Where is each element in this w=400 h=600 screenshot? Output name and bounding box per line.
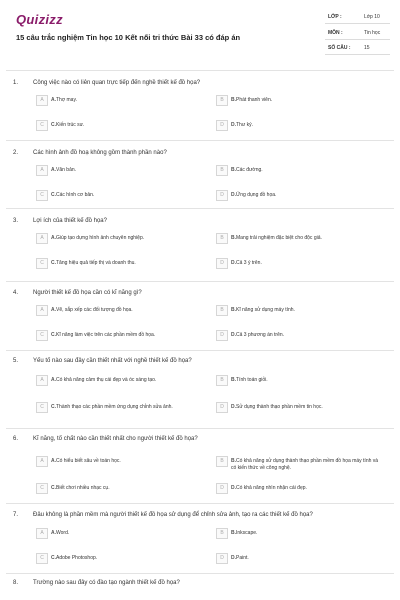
option-prefix: C. bbox=[51, 404, 56, 410]
option-letter-badge: B bbox=[216, 375, 228, 386]
option-letter-badge: D bbox=[216, 330, 228, 341]
option-prefix: B. bbox=[231, 167, 236, 173]
option-prefix: C. bbox=[51, 332, 56, 338]
option-body: Có khả năng nhìn nhận cái đẹp. bbox=[236, 485, 307, 491]
option-letter-badge: B bbox=[216, 95, 228, 106]
option-letter-badge: D bbox=[216, 483, 228, 494]
option-prefix: B. bbox=[231, 458, 236, 464]
option-letter-badge: B bbox=[216, 305, 228, 316]
question-number: 4. bbox=[13, 290, 19, 296]
option-prefix: D. bbox=[231, 332, 236, 338]
option-letter-badge: C bbox=[36, 553, 48, 564]
option-text bbox=[51, 307, 199, 314]
option-prefix: B. bbox=[231, 377, 236, 383]
meta-divider bbox=[325, 54, 390, 55]
quizizz-logo: Quizizz bbox=[16, 12, 63, 27]
option-text bbox=[231, 377, 379, 384]
option-text bbox=[51, 97, 199, 104]
option-body: Văn bản. bbox=[56, 167, 77, 173]
option-letter-badge: C bbox=[36, 330, 48, 341]
option-body: Thư ký. bbox=[236, 122, 253, 128]
question-number: 6. bbox=[13, 436, 19, 442]
option-letter-badge: A bbox=[36, 233, 48, 244]
question-text: Trường nào sau đây có đào tạo ngành thiết kế đồ họa? bbox=[33, 580, 180, 586]
option-prefix: A. bbox=[51, 235, 56, 241]
option-text bbox=[51, 555, 199, 562]
option-letter-badge: B bbox=[216, 528, 228, 539]
option-prefix: A. bbox=[51, 530, 56, 536]
question-text: Người thiết kế đồ họa cần có kĩ năng gì? bbox=[33, 290, 142, 296]
option-body: Các hình cơ bản. bbox=[56, 192, 95, 198]
option-prefix: B. bbox=[231, 97, 236, 103]
option-text bbox=[231, 307, 379, 314]
option-text bbox=[231, 122, 379, 129]
option-text bbox=[51, 332, 199, 339]
option-prefix: D. bbox=[231, 192, 236, 198]
option-text bbox=[231, 530, 379, 537]
option-prefix: C. bbox=[51, 192, 56, 198]
option-body: Paint. bbox=[236, 555, 249, 561]
option-prefix: A. bbox=[51, 307, 56, 313]
option-text bbox=[51, 167, 199, 174]
option-prefix: C. bbox=[51, 122, 56, 128]
question-text: Đâu không là phần mềm mà người thiết kế đồ họa sử dụng để chỉnh sửa ảnh, tạo ra các thiết kế đồ họa? bbox=[33, 512, 313, 518]
option-text bbox=[231, 485, 379, 492]
option-text bbox=[51, 404, 199, 411]
option-prefix: C. bbox=[51, 485, 56, 491]
option-body: Có khả năng cảm thụ cái đẹp và óc sáng tạo. bbox=[56, 377, 157, 383]
meta-count-value: 15 bbox=[364, 45, 370, 51]
option-prefix: D. bbox=[231, 404, 236, 410]
question-divider bbox=[6, 573, 394, 574]
question-number: 2. bbox=[13, 150, 19, 156]
option-prefix: A. bbox=[51, 97, 56, 103]
option-body: Mang trải nghiệm đặc biệt cho độc giả. bbox=[236, 235, 322, 241]
option-body: Kĩ năng làm việc trên các phần mềm đồ họa. bbox=[56, 332, 156, 338]
option-body: Ứng dụng đồ họa. bbox=[236, 192, 277, 198]
option-body: Phát thanh viên. bbox=[236, 97, 273, 103]
option-body: Adobe Photoshop. bbox=[56, 555, 98, 561]
option-letter-badge: C bbox=[36, 258, 48, 269]
option-prefix: D. bbox=[231, 122, 236, 128]
option-body: Biết chơi nhiều nhạc cụ. bbox=[56, 485, 110, 491]
question-number: 7. bbox=[13, 512, 19, 518]
option-prefix: D. bbox=[231, 485, 236, 491]
question-number: 5. bbox=[13, 358, 19, 364]
option-body: Thành thạo các phần mềm ứng dụng chỉnh sửa ảnh. bbox=[56, 404, 173, 410]
option-letter-badge: C bbox=[36, 483, 48, 494]
option-prefix: B. bbox=[231, 530, 236, 536]
option-text bbox=[231, 260, 379, 267]
meta-subject-label: MÔN : bbox=[328, 30, 343, 36]
option-prefix: A. bbox=[51, 167, 56, 173]
question-text: Yếu tố nào sau đây cần thiết nhất với nghề thiết kế đồ họa? bbox=[33, 358, 192, 364]
option-text bbox=[231, 404, 379, 411]
option-prefix: D. bbox=[231, 555, 236, 561]
option-letter-badge: D bbox=[216, 120, 228, 131]
option-prefix: B. bbox=[231, 235, 236, 241]
option-text bbox=[231, 235, 379, 242]
question-divider bbox=[6, 281, 394, 282]
option-text bbox=[51, 192, 199, 199]
question-number: 8. bbox=[13, 580, 19, 586]
option-letter-badge: D bbox=[216, 258, 228, 269]
option-body: Có hiểu biết sâu về toán học. bbox=[56, 458, 121, 464]
option-body: Kiến trúc sư. bbox=[56, 122, 85, 128]
question-text: Công việc nào có liên quan trực tiếp đến nghề thiết kế đồ họa? bbox=[33, 80, 201, 86]
option-letter-badge: A bbox=[36, 528, 48, 539]
meta-subject-value: Tin học bbox=[364, 30, 381, 36]
document-header bbox=[0, 0, 400, 70]
option-letter-badge: A bbox=[36, 165, 48, 176]
option-text bbox=[231, 555, 379, 562]
meta-divider bbox=[325, 39, 390, 40]
option-prefix: D. bbox=[231, 260, 236, 266]
option-body: Tính toán giỏi. bbox=[236, 377, 268, 383]
question-number: 3. bbox=[13, 218, 19, 224]
option-prefix: C. bbox=[51, 555, 56, 561]
option-body: Kĩ năng sử dụng máy tính. bbox=[236, 307, 295, 313]
option-body: Cả 3 phương án trên. bbox=[236, 332, 285, 338]
option-body: Cả 3 ý trên. bbox=[236, 260, 262, 266]
option-text bbox=[51, 235, 199, 242]
question-divider bbox=[6, 350, 394, 351]
question-number: 1. bbox=[13, 80, 19, 86]
option-prefix: B. bbox=[231, 307, 236, 313]
option-text bbox=[231, 192, 379, 199]
option-body: Inkscape. bbox=[236, 530, 258, 536]
question-divider bbox=[6, 503, 394, 504]
option-letter-badge: A bbox=[36, 95, 48, 106]
option-letter-badge: A bbox=[36, 305, 48, 316]
question-text: Kĩ năng, tố chất nào cần thiết nhất cho người thiết kế đồ họa? bbox=[33, 436, 198, 442]
option-text bbox=[51, 458, 199, 465]
option-letter-badge: D bbox=[216, 402, 228, 413]
question-divider bbox=[6, 208, 394, 209]
option-text bbox=[231, 167, 379, 174]
option-text bbox=[231, 97, 379, 104]
option-letter-badge: B bbox=[216, 165, 228, 176]
question-text: Các hình ảnh đồ hoạ không gồm thành phần nào? bbox=[33, 150, 167, 156]
option-text bbox=[231, 332, 379, 339]
option-letter-badge: A bbox=[36, 375, 48, 386]
option-text bbox=[51, 530, 199, 537]
option-text bbox=[51, 377, 199, 384]
option-text bbox=[51, 260, 199, 267]
option-prefix: A. bbox=[51, 377, 56, 383]
question-text: Lợi ích của thiết kế đồ họa? bbox=[33, 218, 107, 224]
meta-count-label: SỐ CÂU : bbox=[328, 45, 351, 51]
meta-divider bbox=[325, 23, 390, 24]
option-body: Word. bbox=[56, 530, 70, 536]
option-body: Sử dụng thành thạo phần mềm tin học. bbox=[236, 404, 323, 410]
question-divider bbox=[6, 140, 394, 141]
option-letter-badge: D bbox=[216, 553, 228, 564]
option-body: Thợ may. bbox=[56, 97, 77, 103]
option-body: Tăng hiệu quả tiếp thị và doanh thu. bbox=[56, 260, 136, 266]
meta-grade-label: LỚP : bbox=[328, 14, 342, 20]
option-body: Vẽ, sắp xếp các đối tượng đồ họa. bbox=[56, 307, 133, 313]
option-text bbox=[51, 485, 199, 492]
option-letter-badge: D bbox=[216, 190, 228, 201]
option-letter-badge: C bbox=[36, 190, 48, 201]
meta-grade-value: Lớp 10 bbox=[364, 14, 380, 20]
option-body: Các đường. bbox=[236, 167, 263, 173]
option-body: Có khả năng sử dụng thành thạo phần mềm đồ họa máy tính và có kiến thức về công nghệ. bbox=[231, 458, 379, 471]
option-letter-badge: A bbox=[36, 456, 48, 467]
option-letter-badge: B bbox=[216, 233, 228, 244]
option-letter-badge: B bbox=[216, 456, 228, 467]
header-divider bbox=[6, 70, 394, 71]
document-title: 15 câu trắc nghiệm Tin học 10 Kết nối tri thức Bài 33 có đáp án bbox=[16, 33, 241, 42]
option-prefix: A. bbox=[51, 458, 56, 464]
option-letter-badge: C bbox=[36, 402, 48, 413]
option-body: Giúp tạo dựng hình ảnh chuyên nghiệp. bbox=[56, 235, 145, 241]
option-prefix: C. bbox=[51, 260, 56, 266]
question-divider bbox=[6, 428, 394, 429]
option-letter-badge: C bbox=[36, 120, 48, 131]
option-text bbox=[51, 122, 199, 129]
option-text bbox=[231, 458, 379, 472]
